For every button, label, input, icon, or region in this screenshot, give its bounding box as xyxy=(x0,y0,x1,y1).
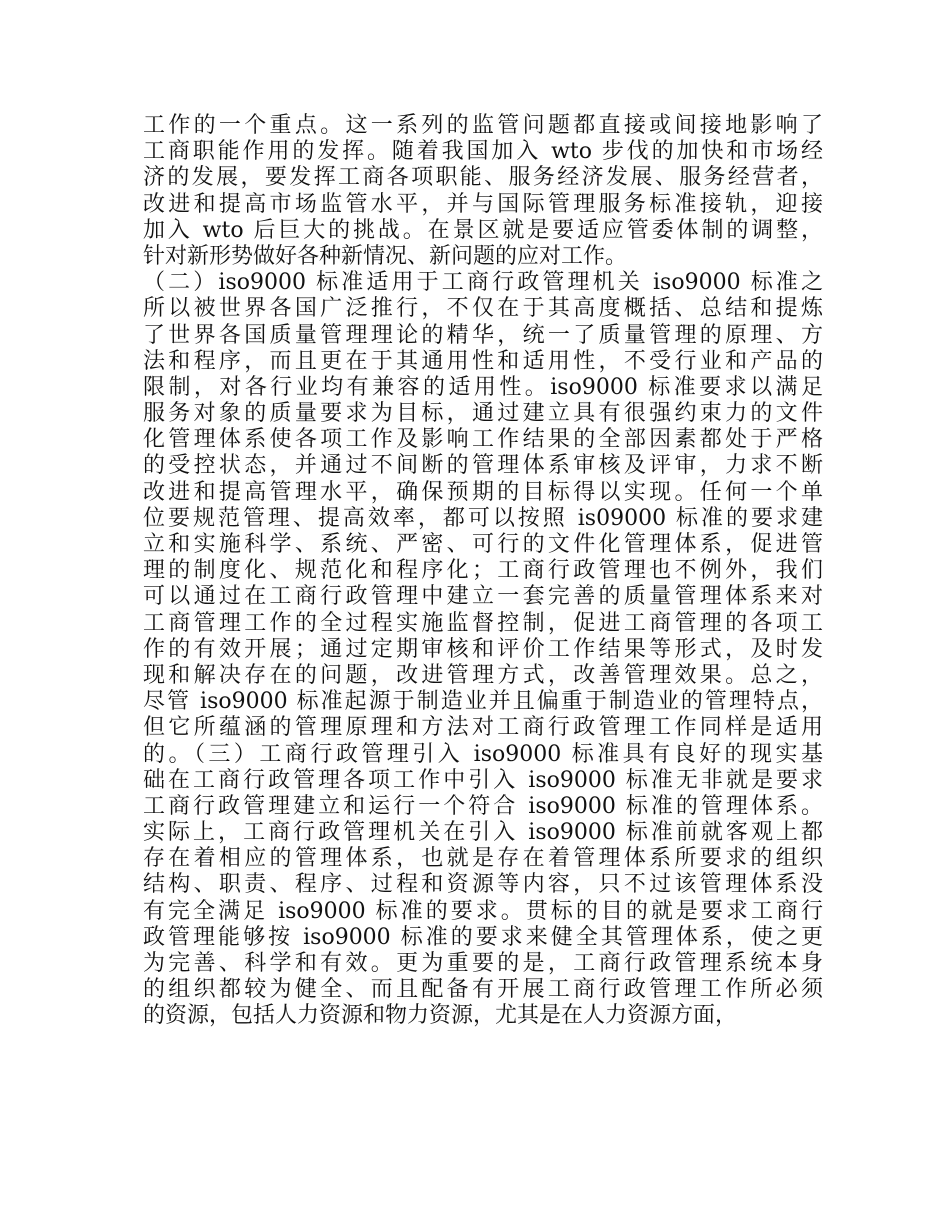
body-text xyxy=(143,113,823,1030)
text-line: 政管理能够按 iso9000 标准的要求来健全其管理体系，使之更 xyxy=(143,924,823,950)
text-line: 位要规范管理、提高效率，都可以按照 is09000 标准的要求建 xyxy=(143,505,823,531)
text-line: 可以通过在工商行政管理中建立一套完善的质量管理体系来对 xyxy=(143,584,823,610)
text-line: 理的制度化、规范化和程序化；工商行政管理也不例外，我们 xyxy=(143,558,823,584)
text-line: 作的有效开展；通过定期审核和评价工作结果等形式，及时发 xyxy=(143,636,823,662)
text-line: 工商行政管理建立和运行一个符合 iso9000 标准的管理体系。 xyxy=(143,793,823,819)
text-line: 工商管理工作的全过程实施监督控制，促进工商管理的各项工 xyxy=(143,610,823,636)
text-line: 工商职能作用的发挥。随着我国加入 wto 步伐的加快和市场经 xyxy=(143,139,823,165)
text-line: 改进和提高管理水平，确保预期的目标得以实现。任何一个单 xyxy=(143,479,823,505)
text-line: 济的发展，要发挥工商各项职能、服务经济发展、服务经营者， xyxy=(143,165,823,191)
text-line: 的。（三）工商行政管理引入 iso9000 标准具有良好的现实基 xyxy=(143,741,823,767)
text-line: 服务对象的质量要求为目标，通过建立具有很强约束力的文件 xyxy=(143,401,823,427)
text-line: 的受控状态，并通过不间断的管理体系审核及评审，力求不断 xyxy=(143,453,823,479)
text-line: 存在着相应的管理体系，也就是存在着管理体系所要求的组织 xyxy=(143,846,823,872)
text-line: 针对新形势做好各种新情况、新问题的应对工作。 xyxy=(143,243,628,269)
text-line: 现和解决存在的问题，改进管理方式，改善管理效果。总之， xyxy=(143,662,823,688)
text-line: 有完全满足 iso9000 标准的要求。贯标的目的就是要求工商行 xyxy=(143,898,823,924)
text-line: 限制，对各行业均有兼容的适用性。iso9000 标准要求以满足 xyxy=(143,374,823,400)
text-line: 但它所蕴涵的管理原理和方法对工商行政管理工作同样是适用 xyxy=(143,715,823,741)
text-line: 的组织都较为健全、而且配备有开展工商行政管理工作所必须 xyxy=(143,977,823,1003)
text-line: 实际上，工商行政管理机关在引入 iso9000 标准前就客观上都 xyxy=(143,820,823,846)
text-line: 尽管 iso9000 标准起源于制造业并且偏重于制造业的管理特点， xyxy=(143,689,823,715)
text-line: 法和程序，而且更在于其通用性和适用性，不受行业和产品的 xyxy=(143,348,823,374)
text-line: 础在工商行政管理各项工作中引入 iso9000 标准无非就是要求 xyxy=(143,767,823,793)
text-line: 工作的一个重点。这一系列的监管问题都直接或间接地影响了 xyxy=(143,113,823,138)
text-line: 的资源，包括人力资源和物力资源，尤其是在人力资源方面， xyxy=(143,1003,738,1029)
text-line: 了世界各国质量管理理论的精华，统一了质量管理的原理、方 xyxy=(143,322,823,348)
text-line: 立和实施科学、系统、严密、可行的文件化管理体系，促进管 xyxy=(143,532,823,557)
text-line: 所以被世界各国广泛推行，不仅在于其高度概括、总结和提炼 xyxy=(143,296,823,322)
text-line: 改进和提高市场监管水平，并与国际管理服务标准接轨，迎接 xyxy=(143,191,823,217)
text-line: （二）iso9000 标准适用于工商行政管理机关 iso9000 标准之 xyxy=(143,270,823,296)
text-line: 化管理体系使各项工作及影响工作结果的全部因素都处于严格 xyxy=(143,427,823,453)
text-line: 为完善、科学和有效。更为重要的是，工商行政管理系统本身 xyxy=(143,951,823,976)
text-line: 结构、职责、程序、过程和资源等内容，只不过该管理体系没 xyxy=(143,872,823,898)
text-line: 加入 wto 后巨大的挑战。在景区就是要适应管委体制的调整， xyxy=(143,217,823,243)
